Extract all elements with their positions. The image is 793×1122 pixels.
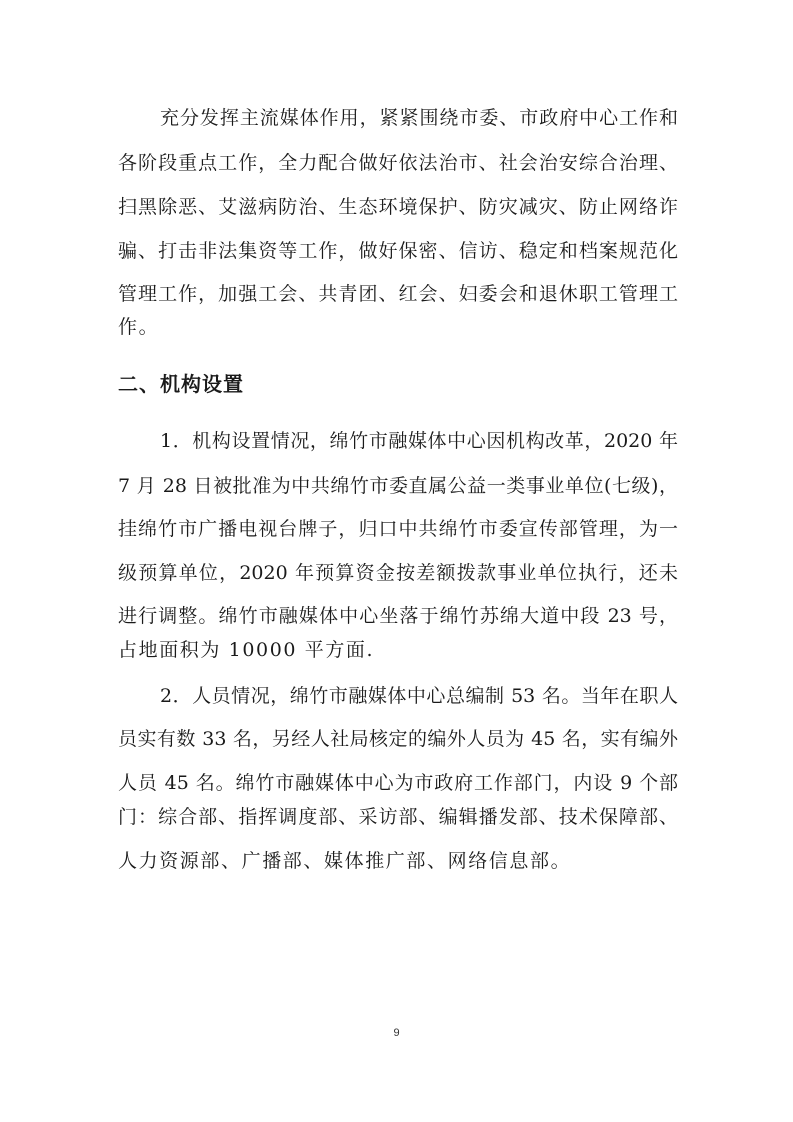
- paragraph-2-line-1: 1．机构设置情况，绵竹市融媒体中心因机构改革，2020 年: [160, 430, 678, 452]
- paragraph-1-line-4: 骗、打击非法集资等工作，做好保密、信访、稳定和档案规范化: [118, 240, 678, 262]
- paragraph-1-line-2: 各阶段重点工作，全力配合做好依法治市、社会治安综合治理、: [118, 152, 678, 174]
- paragraph-3-line-3: 人员 45 名。绵竹市融媒体中心为市政府工作部门，内设 9 个部: [118, 772, 678, 794]
- paragraph-3-line-5: 人力资源部、广播部、媒体推广部、网络信息部。: [118, 850, 572, 872]
- paragraph-2-line-3: 挂绵竹市广播电视台牌子，归口中共绵竹市委宣传部管理，为一: [118, 518, 678, 540]
- paragraph-1-line-5: 管理工作，加强工会、共青团、红会、妇委会和退休职工管理工: [118, 283, 678, 305]
- paragraph-1-line-6: 作。: [118, 316, 160, 338]
- paragraph-2-line-5: 进行调整。绵竹市融媒体中心坐落于绵竹苏绵大道中段 23 号，: [118, 605, 678, 627]
- paragraph-2-line-6: 占地面积为 10000 平方面.: [118, 639, 375, 661]
- section-heading: 二、机构设置: [118, 372, 244, 396]
- paragraph-3-line-1: 2．人员情况，绵竹市融媒体中心总编制 53 名。当年在职人: [160, 685, 678, 707]
- paragraph-2-line-4: 级预算单位，2020 年预算资金按差额拨款事业单位执行，还未: [118, 562, 678, 584]
- paragraph-1-line-3: 扫黑除恶、艾滋病防治、生态环境保护、防灾减灾、防止网络诈: [118, 196, 678, 218]
- paragraph-3-line-2: 员实有数 33 名，另经人社局核定的编外人员为 45 名，实有编外: [118, 728, 678, 750]
- paragraph-3-line-4: 门：综合部、指挥调度部、采访部、编辑播发部、技术保障部、: [118, 806, 678, 828]
- paragraph-2-line-2: 7 月 28 日被批准为中共绵竹市委直属公益一类事业单位(七级)，: [118, 475, 678, 497]
- paragraph-1-line-1: 充分发挥主流媒体作用，紧紧围绕市委、市政府中心工作和: [160, 107, 678, 129]
- page-number: 9: [393, 1027, 400, 1039]
